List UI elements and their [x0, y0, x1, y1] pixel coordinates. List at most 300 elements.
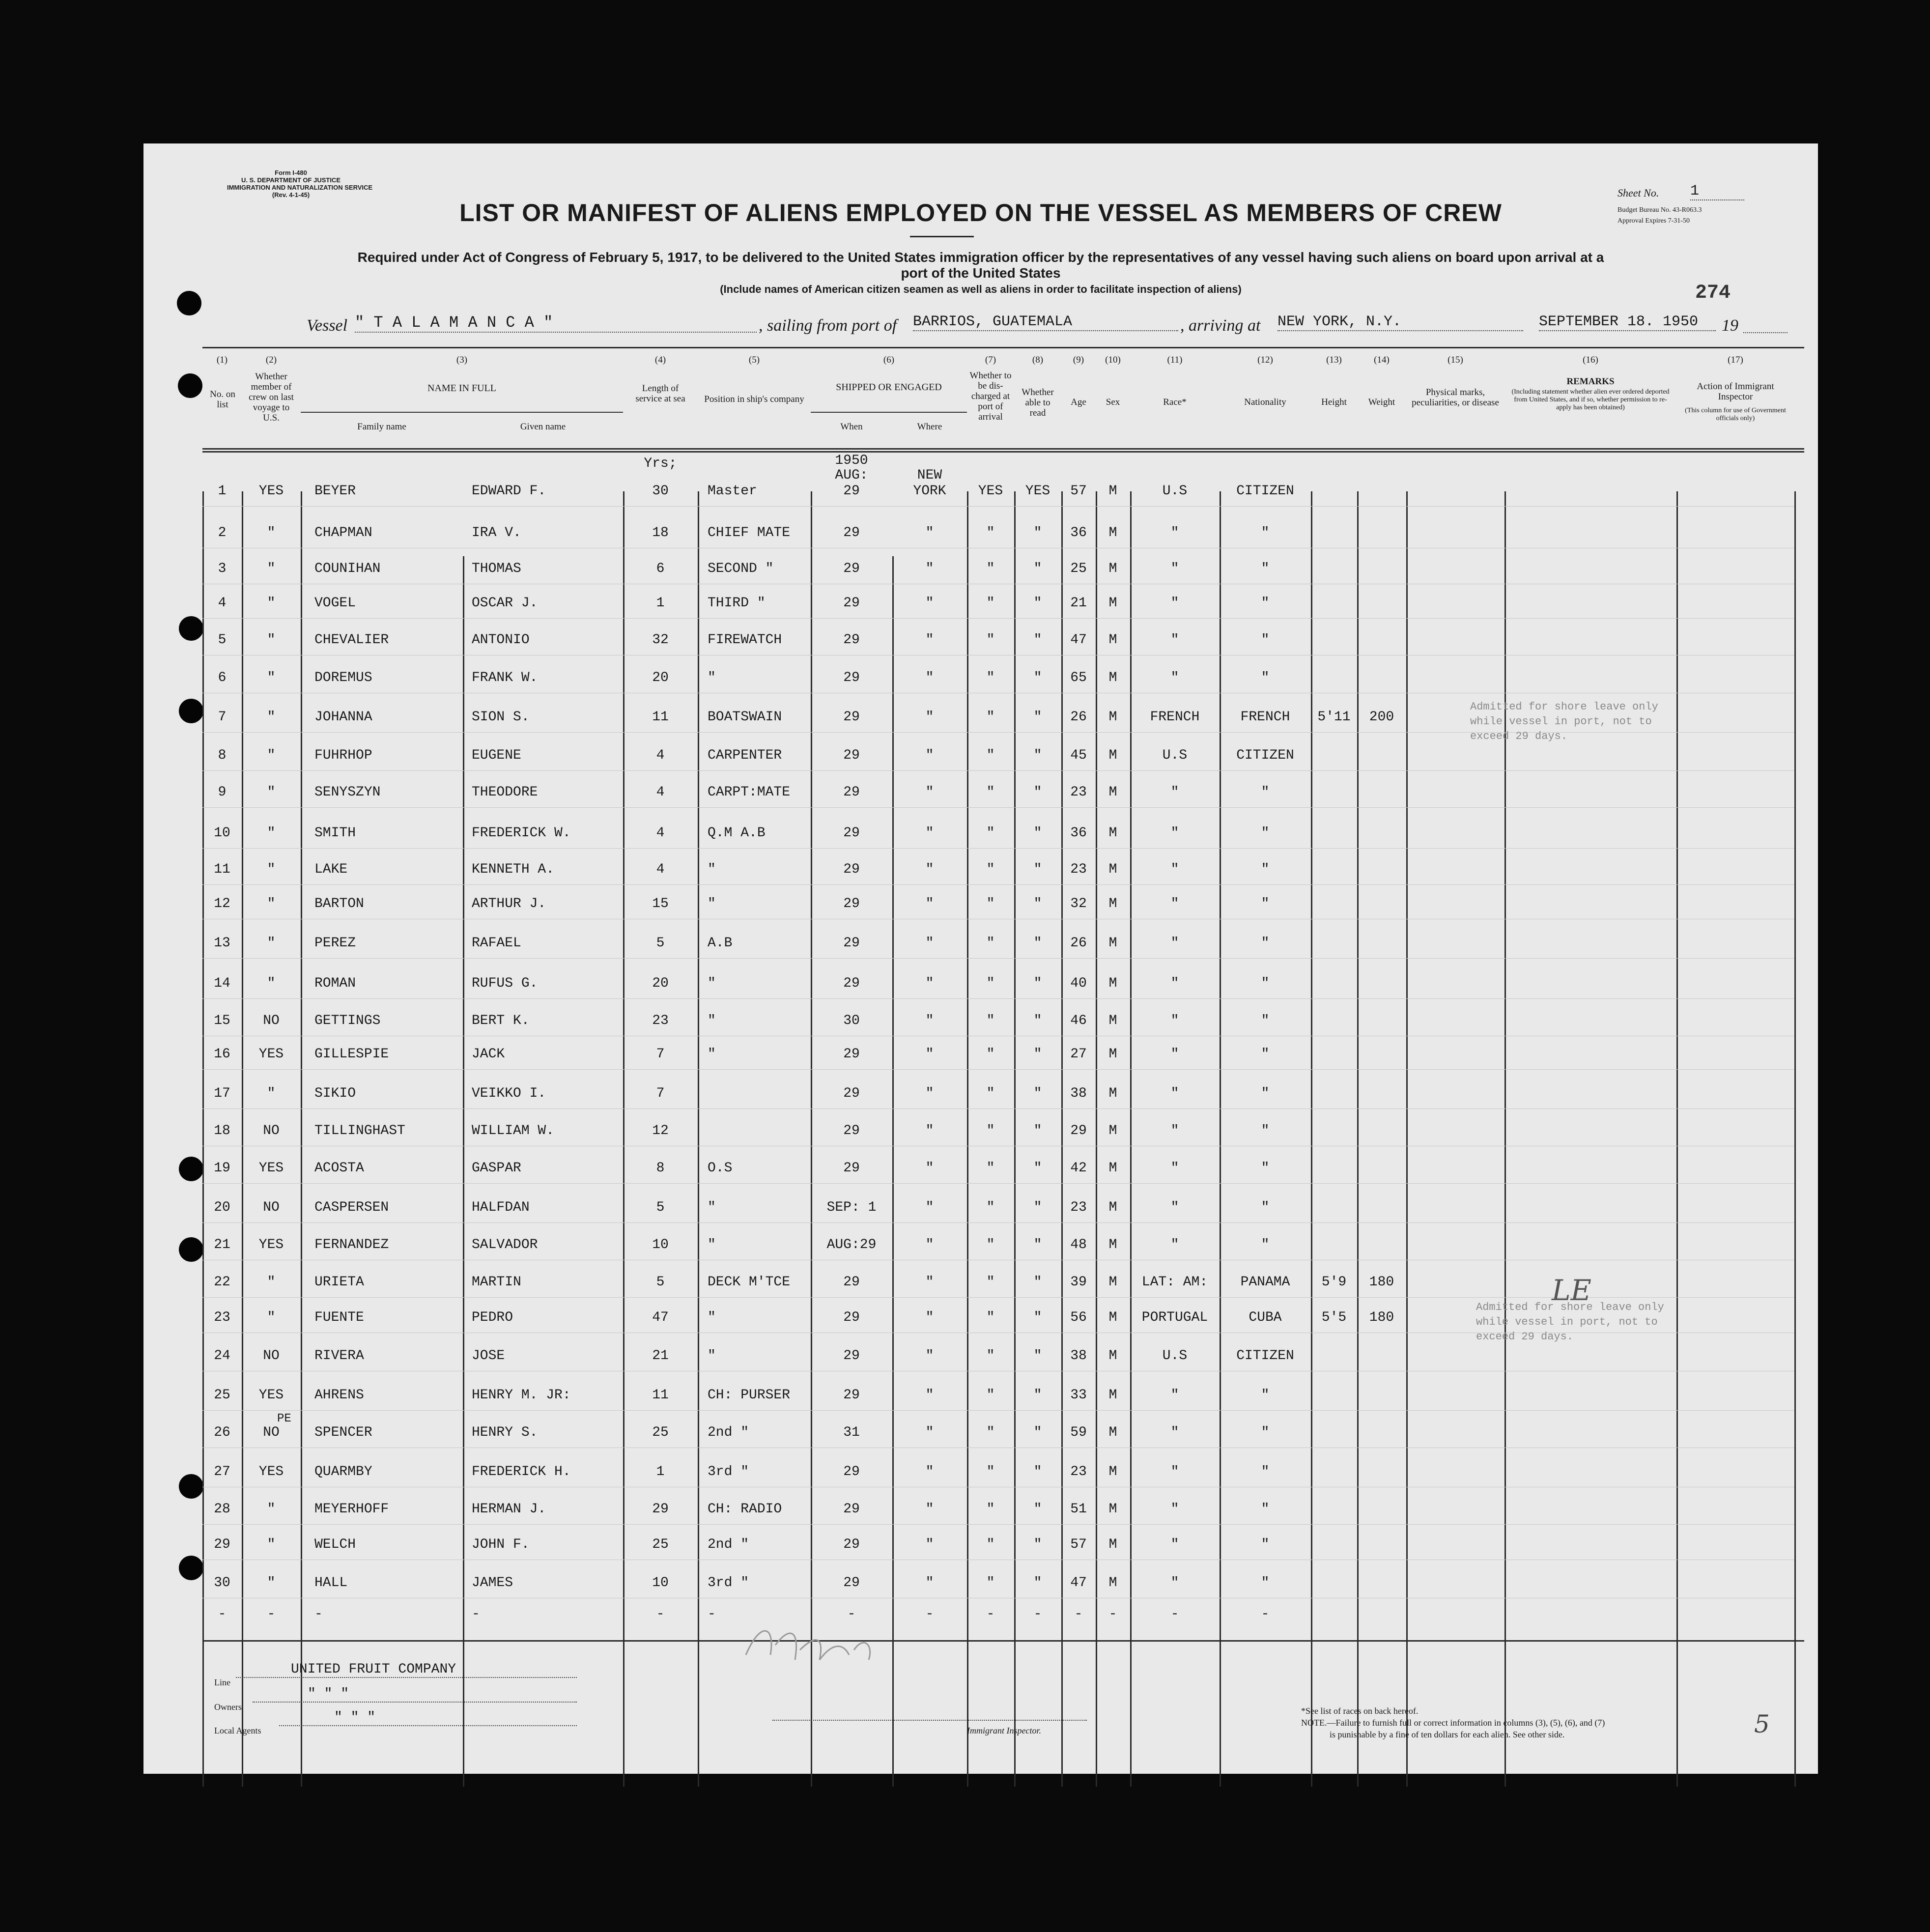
cell-race: U.S	[1162, 1348, 1188, 1364]
cell-service: 4	[656, 785, 665, 800]
cell-sex: M	[1108, 748, 1117, 763]
cell-no: 7	[218, 710, 227, 725]
cell-prev: "	[267, 1275, 276, 1290]
cell-nationality: "	[1261, 936, 1270, 951]
cell-where: "	[925, 785, 934, 800]
cell-where: "	[925, 1388, 934, 1403]
cell-prev: YES	[258, 1161, 284, 1176]
cell-sex: M	[1108, 710, 1117, 725]
cell-no: 8	[218, 748, 227, 763]
cell-no: 30	[214, 1575, 230, 1591]
col-rule	[1357, 491, 1359, 1787]
cell-family: DOREMUS	[314, 670, 372, 685]
col-2-header: Whether member of crew on last voyage to U.S.	[249, 371, 294, 423]
col-7-header: Whether to be dis-charged at port of arrival	[969, 370, 1012, 422]
cell-nationality: CITIZEN	[1236, 483, 1294, 499]
cell-nationality: "	[1261, 785, 1270, 800]
cell-nationality: PANAMA	[1240, 1275, 1290, 1290]
cell-when: 29	[843, 525, 860, 540]
cell-nationality: "	[1261, 862, 1270, 877]
cell-when: 29	[843, 710, 860, 725]
cell-nationality: "	[1261, 1047, 1270, 1062]
cell-when: AUG:29	[826, 1237, 877, 1252]
cell-family: GILLESPIE	[314, 1047, 389, 1062]
cell-nationality: -	[1261, 1607, 1270, 1622]
cell-position: "	[708, 896, 716, 911]
cell-where: "	[925, 825, 934, 841]
cell-given: SALVADOR	[472, 1237, 538, 1252]
cell-no: 29	[214, 1537, 230, 1552]
cell-no: 28	[214, 1502, 230, 1517]
cell-position: "	[708, 1237, 716, 1252]
cell-family: FERNANDEZ	[314, 1237, 389, 1252]
cell-discharged: "	[986, 1310, 995, 1325]
cell-age: 26	[1070, 710, 1087, 725]
cell-position: CARPENTER	[708, 748, 782, 763]
cell-given: GASPAR	[472, 1161, 521, 1176]
cell-given: VEIKKO I.	[472, 1086, 546, 1101]
cell-race: "	[1170, 1161, 1179, 1176]
cell-nationality: "	[1261, 670, 1270, 685]
cell-no: 22	[214, 1275, 230, 1290]
subtitle-include: (Include names of American citizen seamen as well as aliens in order to facilitate inspection of aliens)	[720, 283, 1242, 295]
cell-sex: M	[1108, 1275, 1117, 1290]
cell-given: JOHN F.	[472, 1537, 530, 1552]
cell-prev: "	[267, 1502, 276, 1517]
cell-where: "	[925, 670, 934, 685]
row-guide	[202, 1524, 1794, 1525]
cell-sex: M	[1108, 1425, 1117, 1440]
table-header-rule	[202, 448, 1804, 450]
punch-hole	[179, 1556, 203, 1580]
cell-age: 51	[1070, 1502, 1087, 1517]
col-14-number: (14)	[1374, 355, 1390, 365]
col-5-number: (5)	[748, 355, 760, 365]
cell-when: 29	[843, 1502, 860, 1517]
cell-position: -	[708, 1607, 716, 1622]
cell-nationality: "	[1261, 976, 1270, 991]
cell-when: 29	[843, 1275, 860, 1290]
row-guide	[202, 1222, 1794, 1223]
cell-sex: M	[1108, 670, 1117, 685]
cell-sex: M	[1108, 1310, 1117, 1325]
cell-prev: "	[267, 561, 276, 576]
line-label: Line	[214, 1677, 230, 1687]
cell-when: 29	[843, 1123, 860, 1138]
cell-discharged: "	[986, 561, 995, 576]
sheet-number-label: Sheet No.	[1618, 187, 1659, 199]
cell-age: 23	[1070, 1200, 1087, 1215]
cell-race: "	[1170, 561, 1179, 576]
cell-sex: M	[1108, 1575, 1117, 1591]
cell-no: 9	[218, 785, 227, 800]
cell-when: 29	[843, 976, 860, 991]
cell-age: 25	[1070, 561, 1087, 576]
cell-read: -	[1033, 1607, 1042, 1622]
cell-service: 23	[652, 1013, 669, 1028]
cell-read: "	[1033, 525, 1042, 540]
cell-family: HALL	[314, 1575, 348, 1591]
cell-nationality: "	[1261, 1200, 1270, 1215]
cell-read: "	[1033, 1047, 1042, 1062]
cell-age: 38	[1070, 1348, 1087, 1364]
cell-prev: "	[267, 976, 276, 991]
cell-position: Master	[708, 483, 757, 499]
cell-discharged: "	[986, 1200, 995, 1215]
col-11-header: Race*	[1163, 397, 1187, 407]
sailing-label: , sailing from port of	[759, 316, 897, 335]
cell-read: "	[1033, 1086, 1042, 1101]
cell-where: NEW YORK	[913, 468, 946, 499]
cell-family: WELCH	[314, 1537, 356, 1552]
cell-height: 5'5	[1321, 1310, 1347, 1325]
cell-given: SION S.	[472, 710, 530, 725]
cell-prev: NO	[263, 1013, 280, 1028]
remark-row-22: Admitted for shore leave only while vessel in port, not to exceed 29 days.	[1476, 1301, 1664, 1343]
cell-sex: M	[1108, 936, 1117, 951]
fine-note-line-2: is punishable by a fine of ten dollars for each alien. See other side.	[1330, 1730, 1565, 1739]
cell-where: "	[925, 1086, 934, 1101]
cell-where: "	[925, 1047, 934, 1062]
cell-prev: NO	[263, 1200, 280, 1215]
cell-race: "	[1170, 525, 1179, 540]
cell-no: 17	[214, 1086, 230, 1101]
cell-prev: "	[267, 825, 276, 841]
cell-no: 1	[218, 483, 227, 499]
page-title: LIST OR MANIFEST OF ALIENS EMPLOYED ON THE VESSEL AS MEMBERS OF CREW	[459, 199, 1502, 227]
col-6a-header: When	[840, 422, 863, 432]
cell-when: 29	[843, 596, 860, 611]
cell-sex: M	[1108, 896, 1117, 911]
cell-given: HENRY S.	[472, 1425, 538, 1440]
cell-position: DECK M'TCE	[708, 1275, 791, 1290]
cell-discharged: "	[986, 896, 995, 911]
cell-family: COUNIHAN	[314, 561, 381, 576]
col-3a-header: Family name	[357, 422, 406, 432]
col-rule	[1406, 491, 1408, 1787]
cell-prev: "	[267, 525, 276, 540]
col-17-number: (17)	[1728, 355, 1743, 365]
cell-nationality: "	[1261, 1388, 1270, 1403]
col-4-number: (4)	[654, 355, 666, 365]
row-guide	[202, 958, 1794, 959]
cell-nationality: "	[1261, 1013, 1270, 1028]
cell-read: "	[1033, 1200, 1042, 1215]
cell-where: "	[925, 862, 934, 877]
cell-height: 5'9	[1321, 1275, 1347, 1290]
cell-read: "	[1033, 896, 1042, 911]
cell-race: PORTUGAL	[1141, 1310, 1208, 1325]
shipped-year-note: 1950	[835, 453, 868, 468]
cell-service: 6	[656, 561, 665, 576]
cell-service: 30	[652, 483, 669, 499]
cell-read: "	[1033, 825, 1042, 841]
col-13-header: Height	[1321, 397, 1347, 407]
cell-service: 20	[652, 976, 669, 991]
remark-row-7: Admitted for shore leave only while vessel in port, not to exceed 29 days.	[1470, 701, 1658, 742]
cell-discharged: "	[986, 976, 995, 991]
cell-prev: YES	[258, 1237, 284, 1252]
cell-nationality: "	[1261, 1425, 1270, 1440]
cell-weight: 200	[1369, 710, 1394, 725]
cell-prev: "	[267, 670, 276, 685]
cell-read: "	[1033, 561, 1042, 576]
cell-age: 42	[1070, 1161, 1087, 1176]
col-3-header: NAME IN FULL	[427, 383, 496, 394]
sheet-number-value: 1	[1690, 183, 1744, 200]
cell-prev: YES	[258, 1464, 284, 1479]
cell-sex: M	[1108, 1348, 1117, 1364]
cell-discharged: "	[986, 1537, 995, 1552]
corner-handwritten-mark: 5	[1754, 1710, 1770, 1738]
cell-nationality: "	[1261, 1161, 1270, 1176]
cell-given: HERMAN J.	[472, 1502, 546, 1517]
cell-discharged: "	[986, 1425, 995, 1440]
col-3-split	[301, 412, 623, 413]
col-8-number: (8)	[1032, 355, 1044, 365]
cell-when: 29	[843, 1348, 860, 1364]
form-revision: (Rev. 4-1-45)	[272, 191, 310, 199]
cell-race: "	[1170, 596, 1179, 611]
table-top-rule	[202, 347, 1804, 348]
cell-age: 23	[1070, 862, 1087, 877]
cell-discharged: -	[986, 1607, 995, 1622]
cell-service: 7	[656, 1047, 665, 1062]
cell-read: "	[1033, 1161, 1042, 1176]
cell-read: "	[1033, 1537, 1042, 1552]
cell-when: 29	[843, 1464, 860, 1479]
cell-service: 20	[652, 670, 669, 685]
cell-family: BEYER	[314, 483, 356, 499]
cell-when: 29	[843, 896, 860, 911]
cell-sex: M	[1108, 1537, 1117, 1552]
cell-service: 21	[652, 1348, 669, 1364]
cell-service: 5	[656, 936, 665, 951]
cell-age: 57	[1070, 483, 1087, 499]
cell-read: "	[1033, 710, 1042, 725]
cell-family: URIETA	[314, 1275, 364, 1290]
subtitle-act: Required under Act of Congress of February 5, 1917, to be delivered to the United States immigration officer by the representatives of any vessel having such aliens on board upon arrival at a	[357, 250, 1604, 265]
cell-race: "	[1170, 785, 1179, 800]
cell-read: "	[1033, 1275, 1042, 1290]
arrival-date: SEPTEMBER 18. 1950	[1539, 313, 1716, 331]
cell-when: 29	[843, 862, 860, 877]
cell-family: -	[314, 1607, 323, 1622]
cell-when: 29	[843, 632, 860, 648]
row-guide	[202, 506, 1794, 507]
cell-race: "	[1170, 862, 1179, 877]
cell-nationality: "	[1261, 1537, 1270, 1552]
col-5-header: Position in ship's company	[704, 394, 804, 404]
cell-where: "	[925, 1013, 934, 1028]
cell-given: JAMES	[472, 1575, 513, 1591]
cell-nationality: "	[1261, 525, 1270, 540]
cell-nationality: "	[1261, 1237, 1270, 1252]
cell-read: "	[1033, 1013, 1042, 1028]
cell-family: FUHRHOP	[314, 748, 372, 763]
cell-age: 23	[1070, 785, 1087, 800]
cell-when: 29	[843, 1537, 860, 1552]
cell-family: AHRENS	[314, 1388, 364, 1403]
handwritten-pe: PE	[277, 1412, 291, 1425]
cell-family: QUARMBY	[314, 1464, 372, 1479]
cell-discharged: "	[986, 1123, 995, 1138]
budget-bureau-number: Budget Bureau No. 43-R063.3	[1618, 206, 1702, 214]
cell-when: 29	[843, 1047, 860, 1062]
subtitle-port: port of the United States	[901, 265, 1061, 281]
cell-sex: M	[1108, 632, 1117, 648]
cell-nationality: "	[1261, 596, 1270, 611]
cell-where: "	[925, 896, 934, 911]
col-rule	[1504, 491, 1506, 1787]
cell-no: 4	[218, 596, 227, 611]
cell-where: "	[925, 525, 934, 540]
col-17-header: Action of Immigrant Inspector	[1697, 381, 1774, 402]
cell-no: 18	[214, 1123, 230, 1138]
cell-no: 27	[214, 1464, 230, 1479]
cell-when: 29	[843, 561, 860, 576]
cell-read: YES	[1025, 483, 1050, 499]
cell-race: "	[1170, 1537, 1179, 1552]
cell-service: 25	[652, 1537, 669, 1552]
col-16-number: (16)	[1583, 355, 1598, 365]
cell-position: "	[708, 1047, 716, 1062]
cell-nationality: "	[1261, 1502, 1270, 1517]
line-value: UNITED FRUIT COMPANY	[236, 1662, 577, 1678]
cell-prev: YES	[258, 483, 284, 499]
cell-race: "	[1170, 1086, 1179, 1101]
cell-discharged: "	[986, 1464, 995, 1479]
fine-note-line-1: NOTE.—Failure to furnish full or correct information in columns (3), (5), (6), and (7)	[1301, 1718, 1605, 1728]
col-1-number: (1)	[216, 355, 228, 365]
cell-service: 32	[652, 632, 669, 648]
cell-position: CHIEF MATE	[708, 525, 791, 540]
cell-given: JACK	[472, 1047, 505, 1062]
cell-nationality: "	[1261, 1086, 1270, 1101]
table-bottom-rule	[202, 1640, 1804, 1642]
cell-given: EUGENE	[472, 748, 521, 763]
cell-no: 3	[218, 561, 227, 576]
cell-read: "	[1033, 1348, 1042, 1364]
col-4-header: Length of service at sea	[635, 383, 685, 404]
cell-discharged: "	[986, 1575, 995, 1591]
cell-nationality: "	[1261, 561, 1270, 576]
cell-given: PEDRO	[472, 1310, 513, 1325]
cell-no: 24	[214, 1348, 230, 1364]
cell-sex: M	[1108, 1047, 1117, 1062]
cell-sex: M	[1108, 862, 1117, 877]
cell-age: 65	[1070, 670, 1087, 685]
cell-no: 10	[214, 825, 230, 841]
cell-age: 26	[1070, 936, 1087, 951]
cell-age: 36	[1070, 525, 1087, 540]
form-number: Form I-480	[275, 169, 307, 176]
cell-service: 7	[656, 1086, 665, 1101]
cell-given: FREDERICK H.	[472, 1464, 571, 1479]
cell-given: IRA V.	[472, 525, 521, 540]
cell-race: "	[1170, 825, 1179, 841]
col-12-number: (12)	[1257, 355, 1273, 365]
cell-no: 23	[214, 1310, 230, 1325]
col-13-number: (13)	[1326, 355, 1342, 365]
cell-sex: M	[1108, 785, 1117, 800]
col-7-number: (7)	[985, 355, 996, 365]
cell-where: "	[925, 1200, 934, 1215]
cell-family: VOGEL	[314, 596, 356, 611]
cell-age: 32	[1070, 896, 1087, 911]
col-rule	[301, 491, 302, 1787]
cell-service: 47	[652, 1310, 669, 1325]
cell-read: "	[1033, 1123, 1042, 1138]
col-17-subheader: (This column for use of Government officials only)	[1685, 407, 1786, 422]
cell-where: "	[925, 1123, 934, 1138]
cell-discharged: "	[986, 1237, 995, 1252]
cell-service: 1	[656, 596, 665, 611]
cell-when: 29	[843, 748, 860, 763]
cell-given: -	[472, 1607, 480, 1622]
cell-no: 21	[214, 1237, 230, 1252]
cell-given: ANTONIO	[472, 632, 530, 648]
cell-age: 40	[1070, 976, 1087, 991]
cell-service: 4	[656, 862, 665, 877]
cell-nationality: CITIZEN	[1236, 748, 1294, 763]
cell-read: "	[1033, 670, 1042, 685]
cell-discharged: "	[986, 936, 995, 951]
cell-position: Q.M A.B	[708, 825, 766, 841]
cell-family: SPENCER	[314, 1425, 372, 1440]
cell-nationality: "	[1261, 1464, 1270, 1479]
row-guide	[202, 618, 1794, 619]
cell-age: 56	[1070, 1310, 1087, 1325]
cell-no: 20	[214, 1200, 230, 1215]
cell-family: FUENTE	[314, 1310, 364, 1325]
form-department: U. S. DEPARTMENT OF JUSTICE	[241, 176, 341, 184]
col-16-subheader: (Including statement whether alien ever ordered deported from United States, and if so, whether permission to re-apply has been obtained)	[1511, 388, 1670, 411]
cell-position: "	[708, 670, 716, 685]
cell-age: 36	[1070, 825, 1087, 841]
cell-no: 14	[214, 976, 230, 991]
cell-where: "	[925, 1275, 934, 1290]
cell-prev: "	[267, 710, 276, 725]
cell-where: "	[925, 1537, 934, 1552]
cell-discharged: "	[986, 1047, 995, 1062]
cell-position: "	[708, 1348, 716, 1364]
cell-no: 12	[214, 896, 230, 911]
cell-position: 3rd "	[708, 1575, 749, 1591]
col-rule	[463, 556, 464, 1787]
cell-position: "	[708, 1310, 716, 1325]
cell-given: WILLIAM W.	[472, 1123, 555, 1138]
arriving-label: , arriving at	[1180, 316, 1261, 335]
cell-when: 29	[843, 483, 860, 499]
cell-service: 8	[656, 1161, 665, 1176]
cell-family: MEYERHOFF	[314, 1502, 389, 1517]
cell-age: 33	[1070, 1388, 1087, 1403]
col-6-number: (6)	[883, 355, 895, 365]
cell-nationality: "	[1261, 1123, 1270, 1138]
cell-given: RAFAEL	[472, 936, 521, 951]
cell-no: 16	[214, 1047, 230, 1062]
cell-position: "	[708, 976, 716, 991]
table-header-rule-2	[202, 451, 1804, 453]
cell-read: "	[1033, 748, 1042, 763]
immigrant-inspector-label: Immigrant Inspector.	[967, 1726, 1041, 1735]
form-service: IMMIGRATION AND NATURALIZATION SERVICE	[227, 184, 373, 191]
row-guide	[202, 770, 1794, 771]
cell-age: 57	[1070, 1537, 1087, 1552]
cell-discharged: "	[986, 1161, 995, 1176]
cell-read: "	[1033, 596, 1042, 611]
